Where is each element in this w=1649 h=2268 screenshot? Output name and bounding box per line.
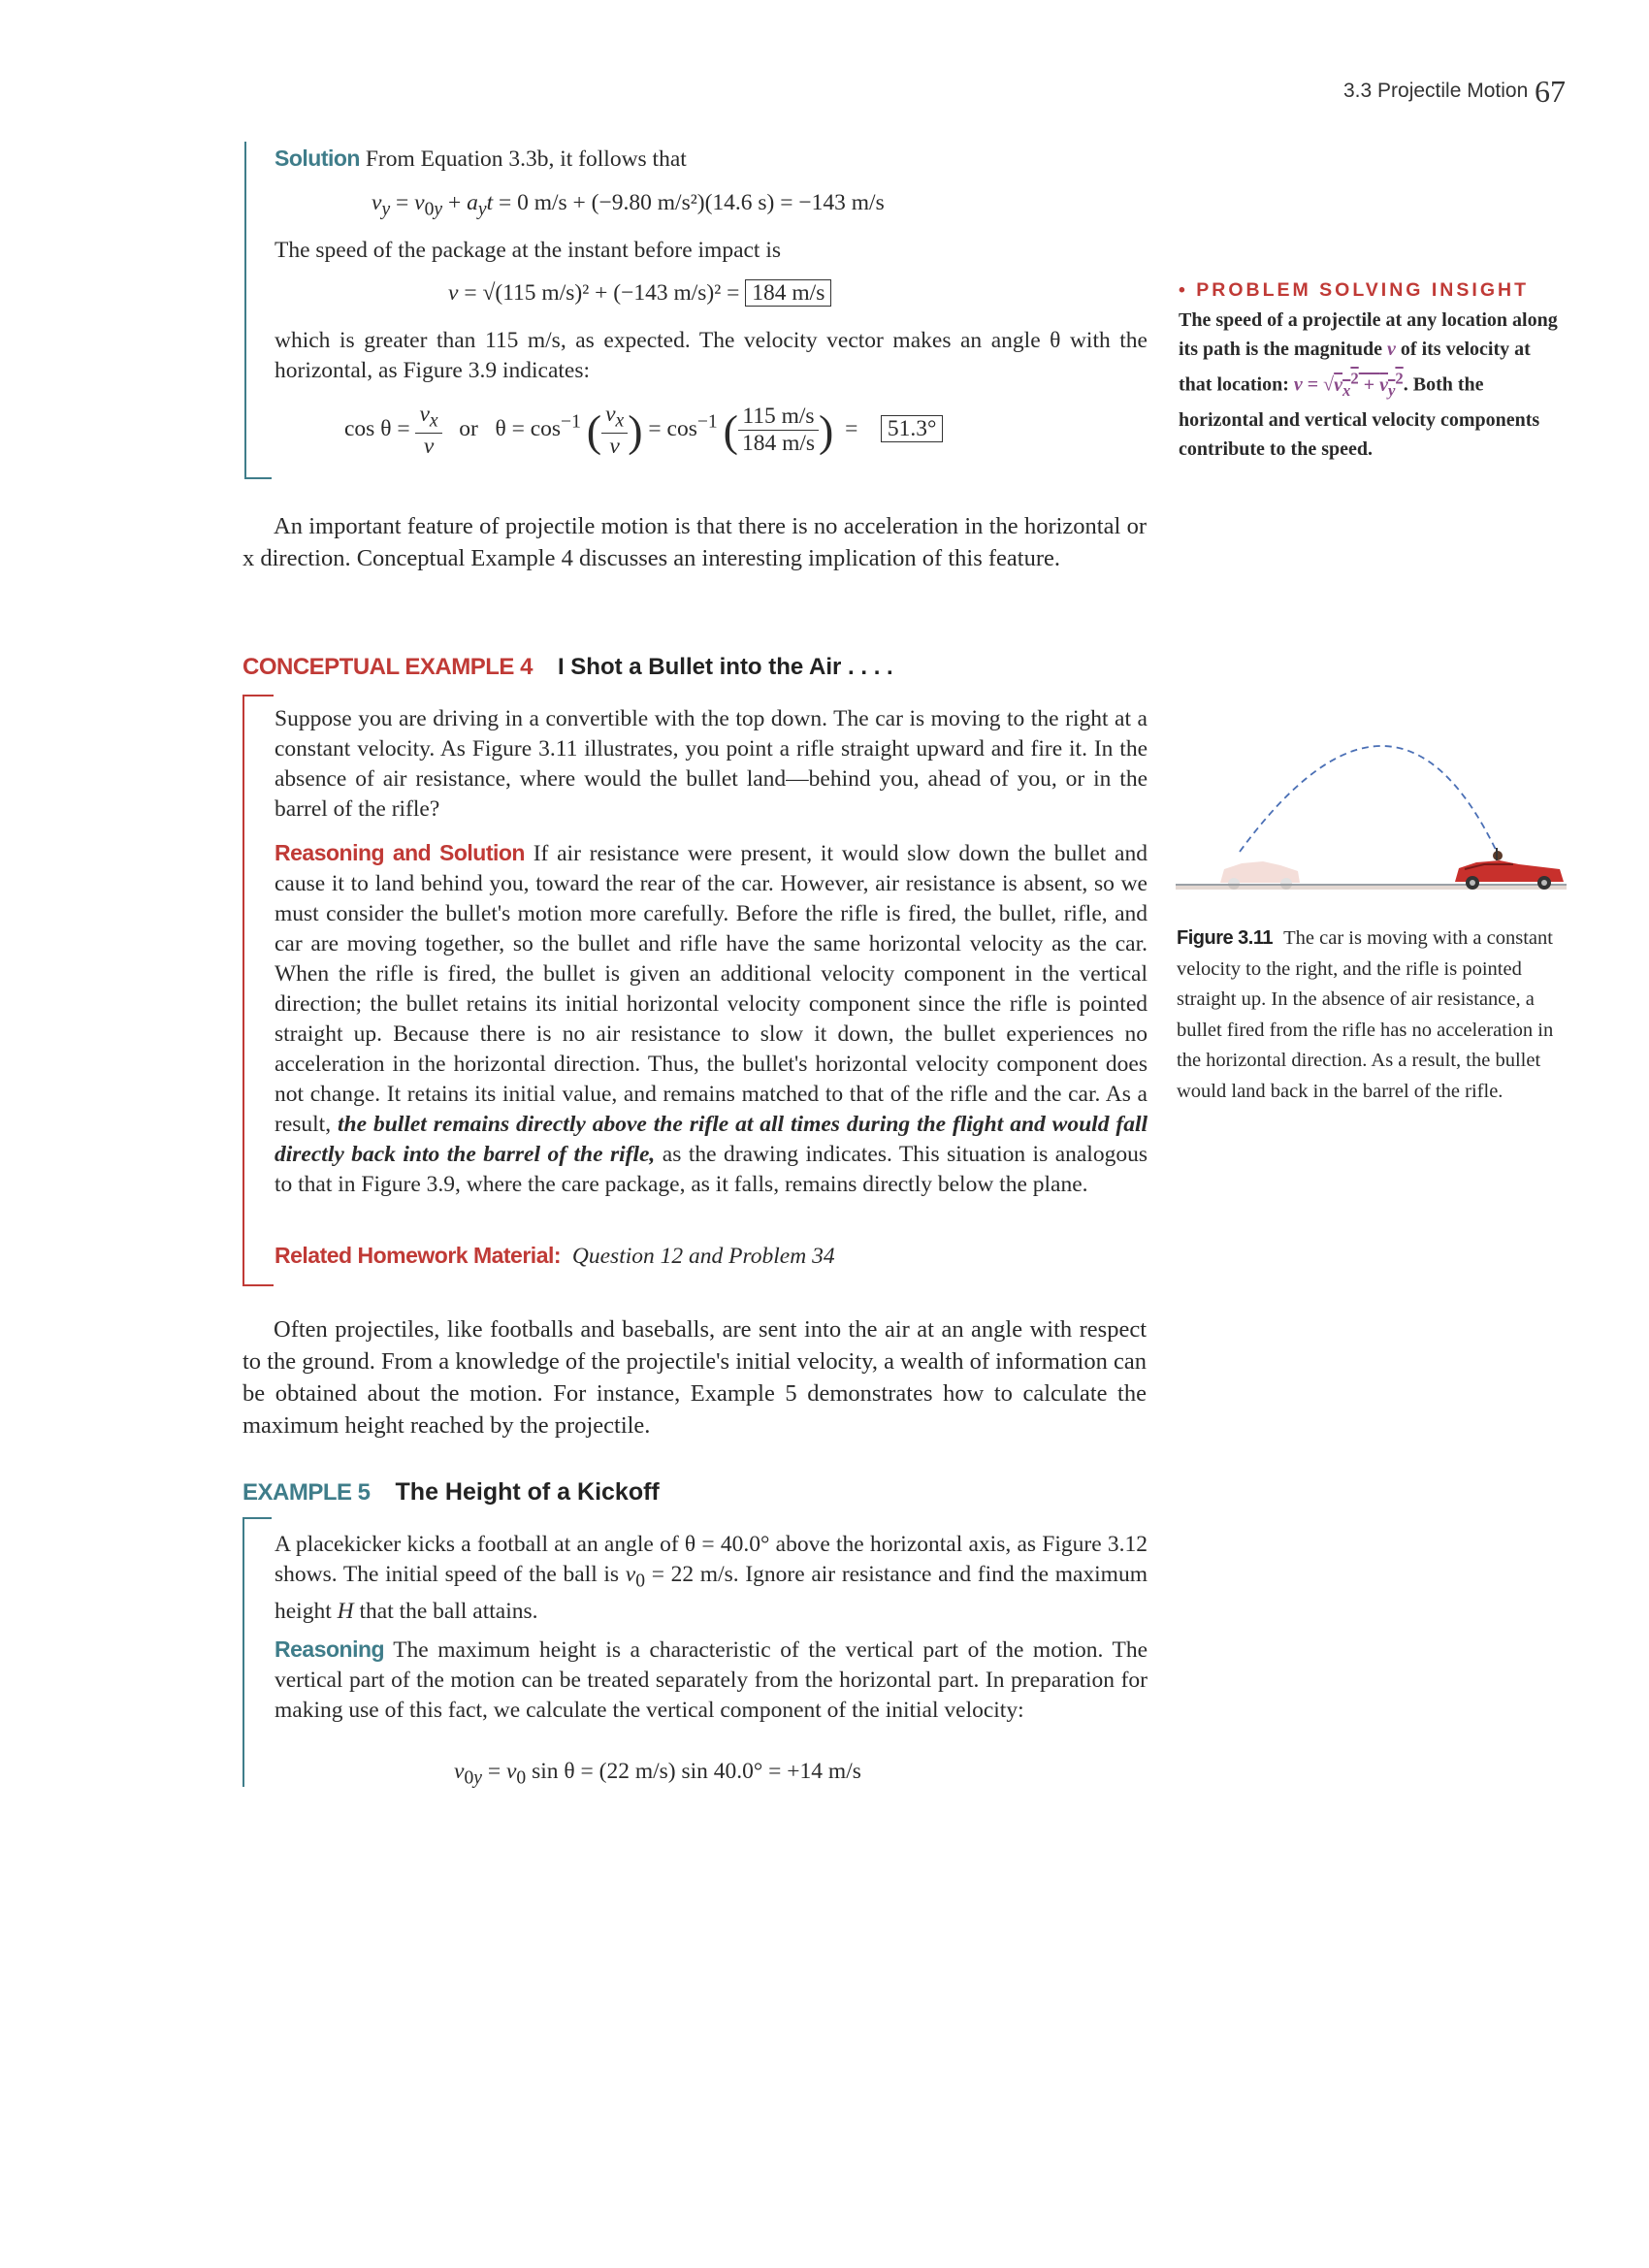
eq3-theta: θ = cos bbox=[495, 416, 562, 442]
insight-text-1: The speed of a projectile at any location along its path is the magnitude bbox=[1179, 309, 1558, 360]
eq3-cos: cos θ = bbox=[344, 416, 410, 442]
example5-reasoning-text: The maximum height is a characteristic of the vertical part of the motion. The vertical part of the motion can be treated separately from the horizontal part. In preparation for making use of this fact, we calculate the vertical component of the initial velocity: bbox=[275, 1637, 1148, 1723]
example-5-heading bbox=[242, 1478, 1174, 1507]
equation-angle: cos θ = $\frac{v_x}{v}$ or $\theta = \cos^{-1}$ ( $\frac{v_x}{v}$ ) = $\cos^{-1}$ ( $\frac{115 m/s}{184 m/s}$ ) = 51.3° bbox=[344, 402, 943, 460]
concept4-reasoning-text: If air resistance were present, it would slow down the bullet and cause it to land behind you, toward the rear of the car. However, air resistance is absent, so we must consider the bullet's motion more carefully. Before the rifle is fired, the bullet, rifle, and car are moving together, so the bullet and rifle have the same horizontal velocity as the car. When the rifle is fired, the bullet is given an additional velocity component in the vertical direction; the bullet retains its initial horizontal velocity component since the rifle is pointed straight up. Because there is no air resistance to slow it down, the bullet experiences no acceleration in the horizontal direction. Thus, the bullet's horizontal velocity component does not change. It retains its initial value, and remains matched to that of the rifle and the car. As a result, bbox=[275, 841, 1148, 1137]
example5-problem-b: = 22 m/s. Ignore air resistance and find the maximum height bbox=[275, 1562, 1148, 1624]
angle-result: 51.3° bbox=[881, 415, 944, 442]
page-number: 67 bbox=[1535, 74, 1566, 109]
concept4-reasoning-emph: the bullet remains directly above the rifle at all times during the flight and would fall directly back into the barrel of the rifle, bbox=[275, 1112, 1148, 1167]
related-text: Question 12 and Problem 34 bbox=[571, 1244, 835, 1269]
paragraph-2: Often projectiles, like footballs and baseballs, are sent into the air at an angle with respect to the ground. From a knowledge of the projectile's initial velocity, a wealth of information can be obtained about the motion. For instance, Example 5 demonstrates how to calculate the maximum height reached by the projectile. bbox=[242, 1316, 1147, 1439]
figure-caption-text: The car is moving with a constant velocity to the right, and the rifle is pointed straight up. In the absence of air resistance, a bullet fired from the rifle has no acceleration in the horizontal direction. As a result, the bullet would land back in the barrel of the rifle. bbox=[1177, 927, 1554, 1102]
solution-intro: From Equation 3.3b, it follows that bbox=[365, 146, 687, 172]
problem-solving-insight bbox=[1179, 279, 1567, 464]
bullet-trajectory bbox=[1240, 746, 1497, 852]
solution-label: Solution bbox=[275, 146, 360, 171]
equation-vy-rhs: = 0 m/s + (−9.80 m/s²)(14.6 s) = −143 m/s bbox=[498, 190, 885, 215]
insight-title: • PROBLEM SOLVING INSIGHT bbox=[1179, 279, 1529, 301]
eq3-numerator: 115 m/s bbox=[738, 404, 819, 431]
equation-v0y: $v_{0y} = v_0$ sin θ = (22 m/s) sin 40.0° = +14 m/s bbox=[454, 1759, 861, 1789]
concept4-reasoning-end: as the drawing indicates. This situation is analogous to that in Figure 3.9, where the care package, as it falls, remains directly below the plane. bbox=[275, 1142, 1148, 1197]
equation-speed-rhs: = √(115 m/s)² + (−143 m/s)² = bbox=[464, 280, 740, 306]
equation-vy: $v_y = v_{0y} + a_yt = 0$ m/s + (−9.80 m/s²)(14.6 s) = −143 m/s bbox=[372, 190, 885, 220]
insight-body: The speed of a projectile at any location along its path is the magnitude v of its velocity at that location: $v = √v_x^2 + v_y^2$. Both the horizontal and vertical velocity components contribute to the speed. bbox=[1179, 309, 1558, 460]
example5-bracket bbox=[242, 1517, 272, 1787]
solution-intro-line bbox=[275, 144, 1148, 175]
insight-text-3: Both the horizontal and vertical velocity components contribute to the speed. bbox=[1179, 373, 1540, 460]
concept4-reasoning bbox=[275, 838, 1148, 1200]
concept4-related bbox=[275, 1241, 1148, 1272]
concept4-reasoning-label: Reasoning and Solution bbox=[275, 840, 525, 865]
example5-problem: A placekicker kicks a football at an angle of θ = 40.0° above the horizontal axis, as Figure 3.12 shows. The initial speed of the ball is $v_0 = 22$ m/s. Ignore air resistance and find the maximum height H that the ball attains. bbox=[275, 1532, 1148, 1624]
equation-v0y-rhs: sin θ = (22 m/s) sin 40.0° = +14 m/s bbox=[532, 1759, 861, 1784]
figure-3-11-caption bbox=[1177, 923, 1557, 1107]
concept4-title: I Shot a Bullet into the Air . . . . bbox=[557, 654, 893, 680]
example5-problem-a: A placekicker kicks a football at an angle of θ = 40.0° above the horizontal axis, as Figure 3.12 shows. The initial speed of the ball is bbox=[275, 1532, 1148, 1587]
related-label: Related Homework Material: bbox=[275, 1243, 562, 1268]
example5-problem-c: that the ball attains. bbox=[359, 1598, 538, 1624]
example5-label: EXAMPLE 5 bbox=[242, 1479, 371, 1506]
figure-label: Figure 3.11 bbox=[1177, 927, 1273, 949]
eq3-denominator: 184 m/s bbox=[741, 431, 816, 457]
eq3-or: or bbox=[459, 416, 478, 442]
section-title: 3.3 Projectile Motion bbox=[1343, 80, 1529, 102]
speed-result: 184 m/s bbox=[745, 279, 831, 307]
follow-text: which is greater than 115 m/s, as expected. The velocity vector makes an angle θ with the horizontal, as Figure 3.9 indicates: bbox=[275, 328, 1148, 383]
example5-title: The Height of a Kickoff bbox=[395, 1478, 660, 1506]
eq3-eq: = cos bbox=[648, 416, 697, 442]
paragraph-1: An important feature of projectile motion is that there is no acceleration in the horizontal or x direction. Conceptual Example 4 discusses an interesting implication of this feature. bbox=[242, 513, 1147, 571]
concept4-bracket bbox=[242, 695, 274, 1286]
example5-reasoning bbox=[275, 1635, 1148, 1726]
equation-speed: v = √(115 m/s)² + (−143 m/s)² = 184 m/s bbox=[448, 280, 831, 307]
speed-text: The speed of the package at the instant before impact is bbox=[275, 238, 782, 263]
conceptual-example-4-heading bbox=[242, 654, 1174, 681]
red-convertible-car bbox=[1455, 848, 1564, 890]
example5-reasoning-label: Reasoning bbox=[275, 1636, 385, 1662]
figure-3-11-illustration bbox=[1174, 708, 1571, 897]
running-header bbox=[1343, 80, 1528, 103]
concept4-question: Suppose you are driving in a convertible with the top down. The car is moving to the right at a constant velocity. As Figure 3.11 illustrates, you point a rifle straight upward and fire it. In the absence of air resistance, where would the bullet land—behind you, ahead of you, or in the barrel of the rifle? bbox=[275, 706, 1148, 822]
concept4-label: CONCEPTUAL EXAMPLE 4 bbox=[242, 654, 533, 680]
solution-bracket bbox=[244, 142, 272, 479]
insight-text-2: of its velocity at that location: bbox=[1179, 339, 1531, 396]
